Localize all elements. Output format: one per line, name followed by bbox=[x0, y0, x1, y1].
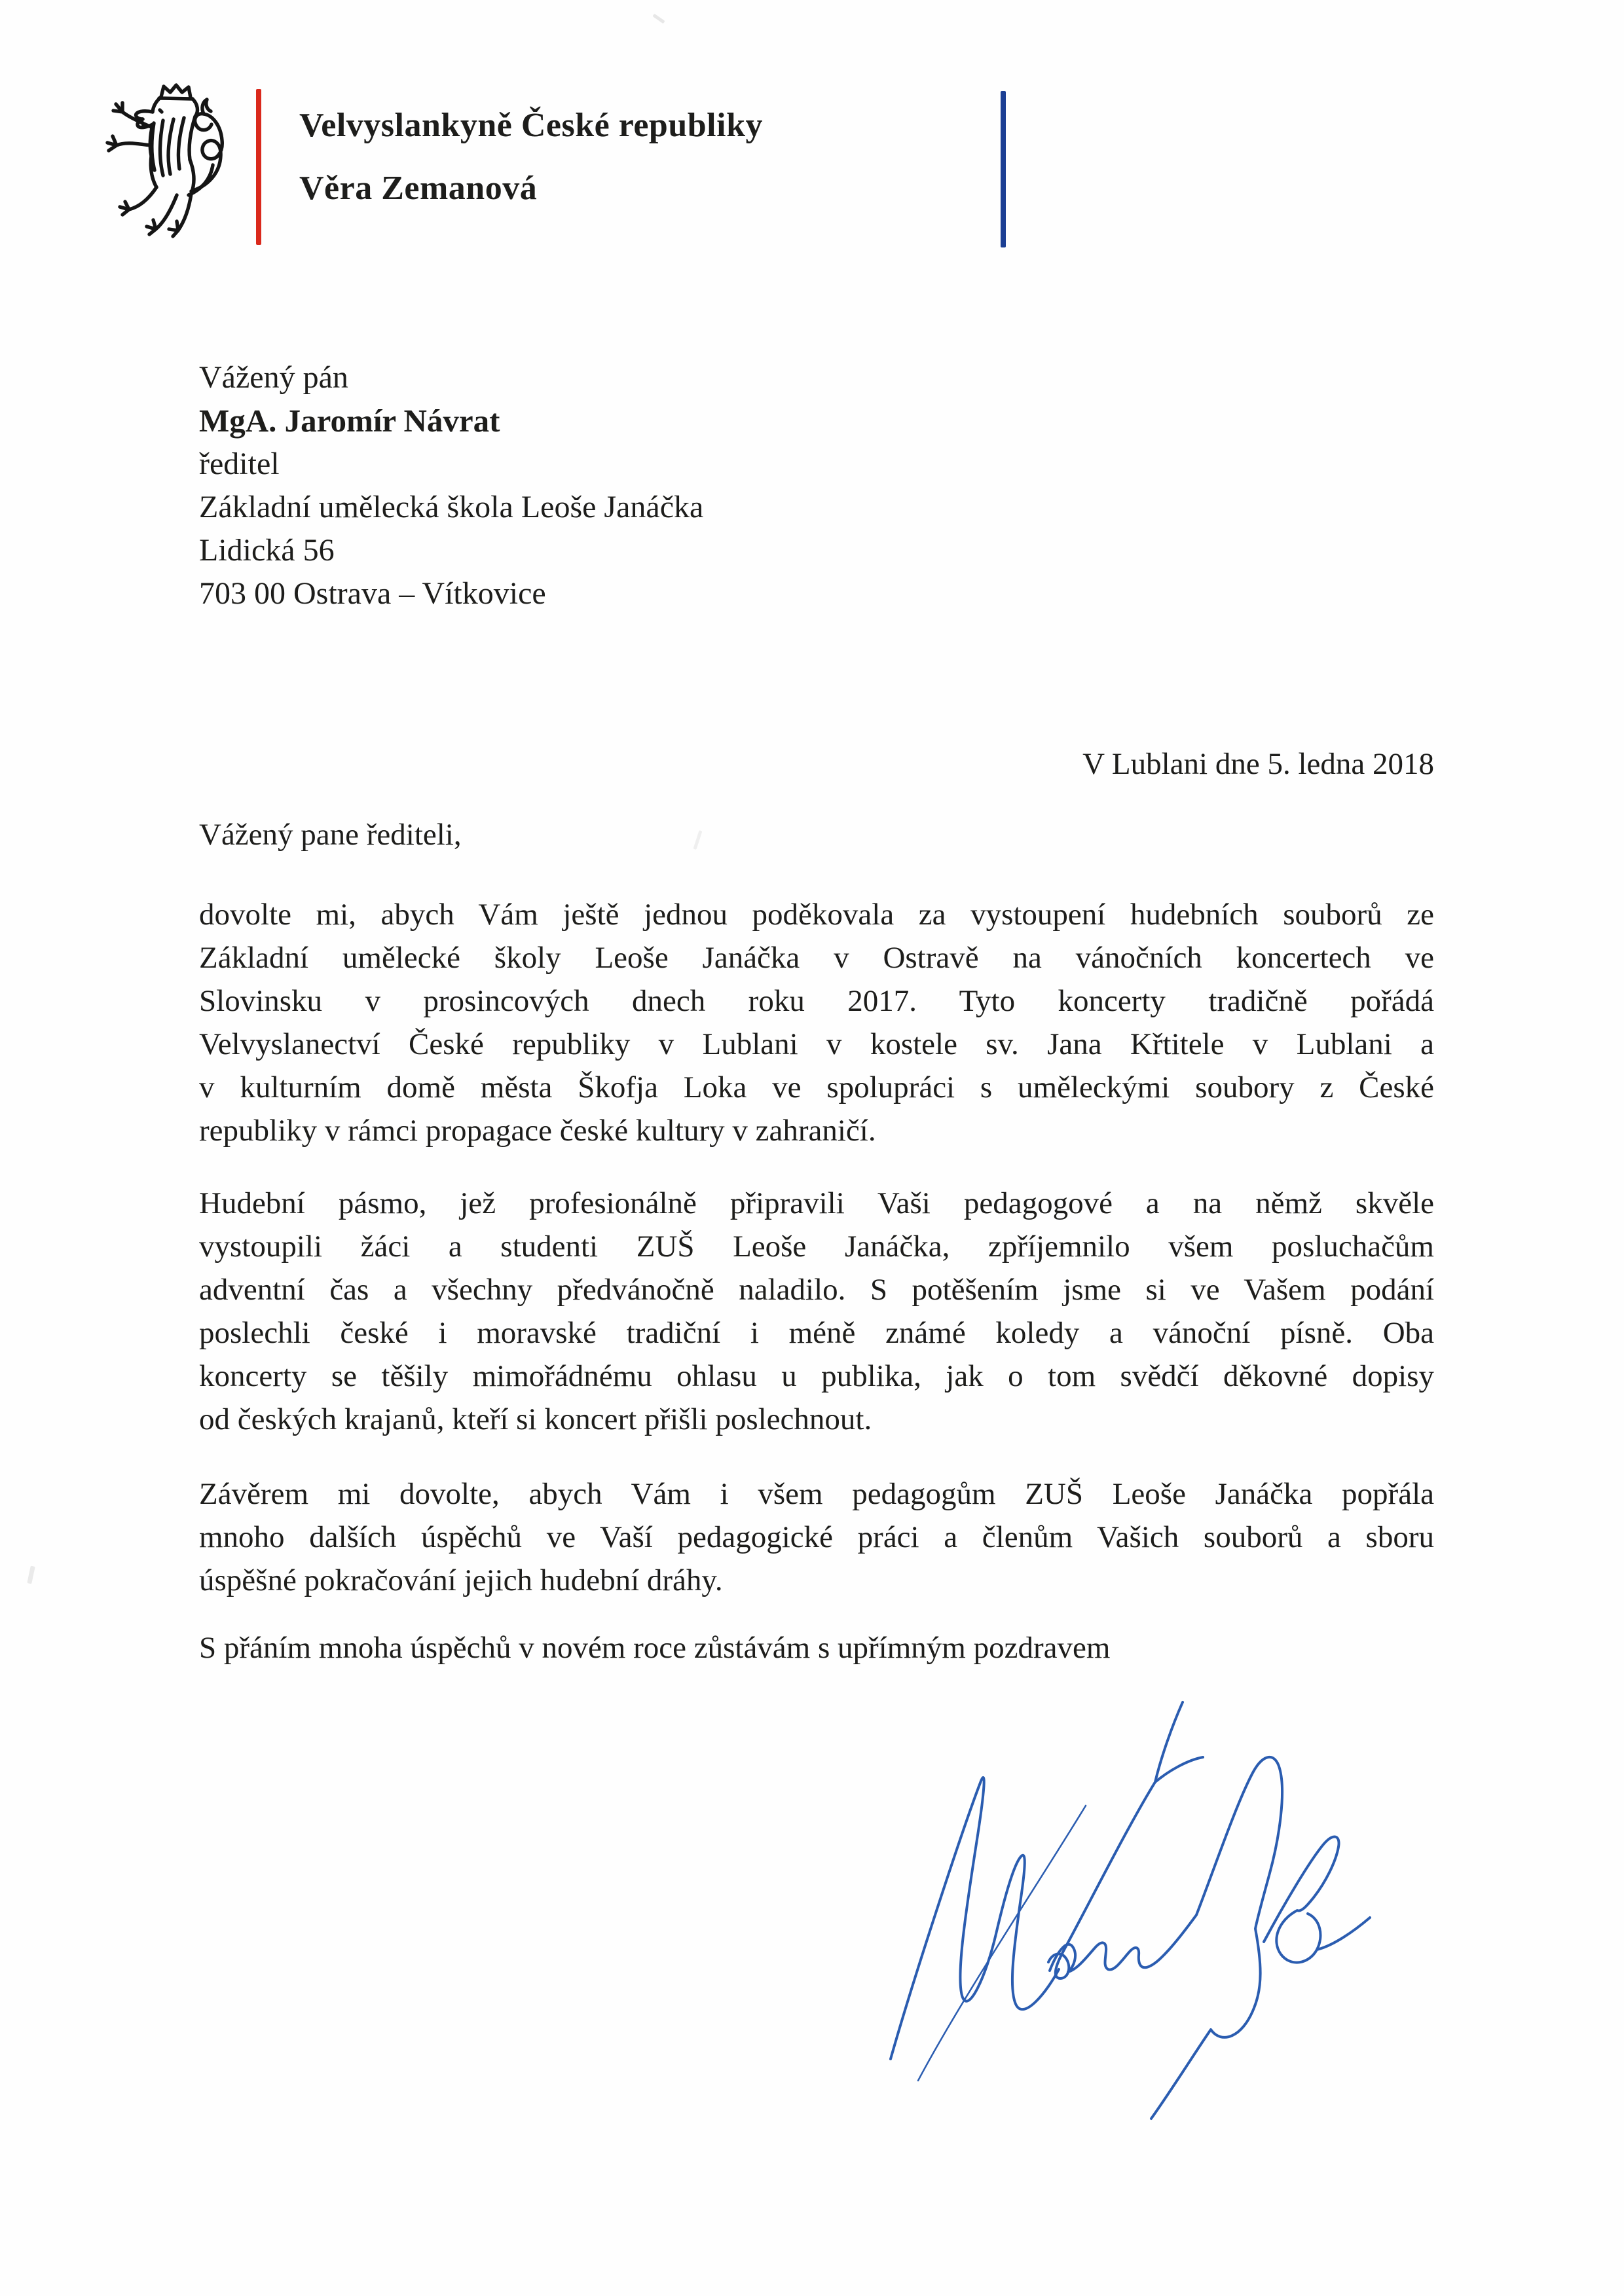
salutation: Vážený pane řediteli, bbox=[199, 818, 462, 852]
paragraph-line: Slovinsku v prosincových dnech roku 2017. Tyto koncerty tradičně pořádá bbox=[199, 984, 1434, 1018]
paragraph-line: adventní čas a všechny předvánočně naladilo. S potěšením jsme si ve Vašem podání bbox=[199, 1273, 1434, 1307]
recipient-line: Vážený pán bbox=[199, 360, 348, 395]
blue-accent-bar bbox=[1001, 91, 1006, 247]
recipient-line: ředitel bbox=[199, 446, 280, 481]
paragraph-line: v kulturním domě města Škofja Loka ve spolupráci s uměleckými soubory z České bbox=[199, 1070, 1434, 1104]
paragraph-line: Velvyslanectví České republiky v Lublani v kostele sv. Jana Křtitele v Lublani a bbox=[199, 1027, 1434, 1061]
czech-lion-emblem-icon bbox=[98, 82, 232, 249]
closing-line: S přáním mnoha úspěchů v novém roce zůstávám s upřímným pozdravem bbox=[199, 1631, 1111, 1665]
paragraph-1 bbox=[199, 893, 1434, 1152]
paragraph-line: vystoupili žáci a studenti ZUŠ Leoše Janáčka, zpříjemnilo všem posluchačům bbox=[199, 1230, 1434, 1264]
dateline: V Lublani dne 5. ledna 2018 bbox=[1082, 747, 1434, 781]
paragraph-line: dovolte mi, abych Vám ještě jednou poděkovala za vystoupení hudebních souborů ze bbox=[199, 898, 1434, 932]
paragraph-line: republiky v rámci propagace české kultury v zahraničí. bbox=[199, 1114, 876, 1148]
recipient-line: Základní umělecká škola Leoše Janáčka bbox=[199, 490, 704, 524]
sender-name: Věra Zemanová bbox=[299, 170, 538, 207]
paragraph-line: Závěrem mi dovolte, abych Vám i všem pedagogům ZUŠ Leoše Janáčka popřála bbox=[199, 1477, 1434, 1511]
handwritten-signature bbox=[851, 1689, 1408, 2134]
recipient-name: MgA. Jaromír Návrat bbox=[199, 403, 500, 439]
paragraph-line: úspěšné pokračování jejich hudební dráhy. bbox=[199, 1563, 723, 1597]
paragraph-3 bbox=[199, 1472, 1434, 1602]
sender-title: Velvyslankyně České republiky bbox=[299, 107, 763, 144]
paragraph-line: Základní umělecké školy Leoše Janáčka v Ostravě na vánočních koncertech ve bbox=[199, 941, 1434, 975]
scan-artifact bbox=[693, 830, 702, 850]
paragraph-line: Hudební pásmo, jež profesionálně připravili Vaši pedagogové a na němž skvěle bbox=[199, 1186, 1434, 1220]
red-accent-bar bbox=[256, 89, 261, 245]
recipient-address-block bbox=[199, 356, 1116, 615]
scan-artifact bbox=[27, 1566, 35, 1584]
paragraph-line: mnoho dalších úspěchů ve Vaší pedagogické práci a členům Vašich souborů a sboru bbox=[199, 1520, 1434, 1554]
recipient-line: 703 00 Ostrava – Vítkovice bbox=[199, 576, 546, 611]
recipient-line: Lidická 56 bbox=[199, 533, 335, 568]
paragraph-line: koncerty se těšily mimořádnému ohlasu u publika, jak o tom svědčí děkovné dopisy bbox=[199, 1359, 1434, 1393]
scan-artifact bbox=[652, 14, 665, 24]
paragraph-line: poslechli české i moravské tradiční i méně známé koledy a vánoční písně. Oba bbox=[199, 1316, 1434, 1350]
paragraph-2 bbox=[199, 1182, 1434, 1441]
paragraph-line: od českých krajanů, kteří si koncert přišli poslechnout. bbox=[199, 1402, 872, 1436]
